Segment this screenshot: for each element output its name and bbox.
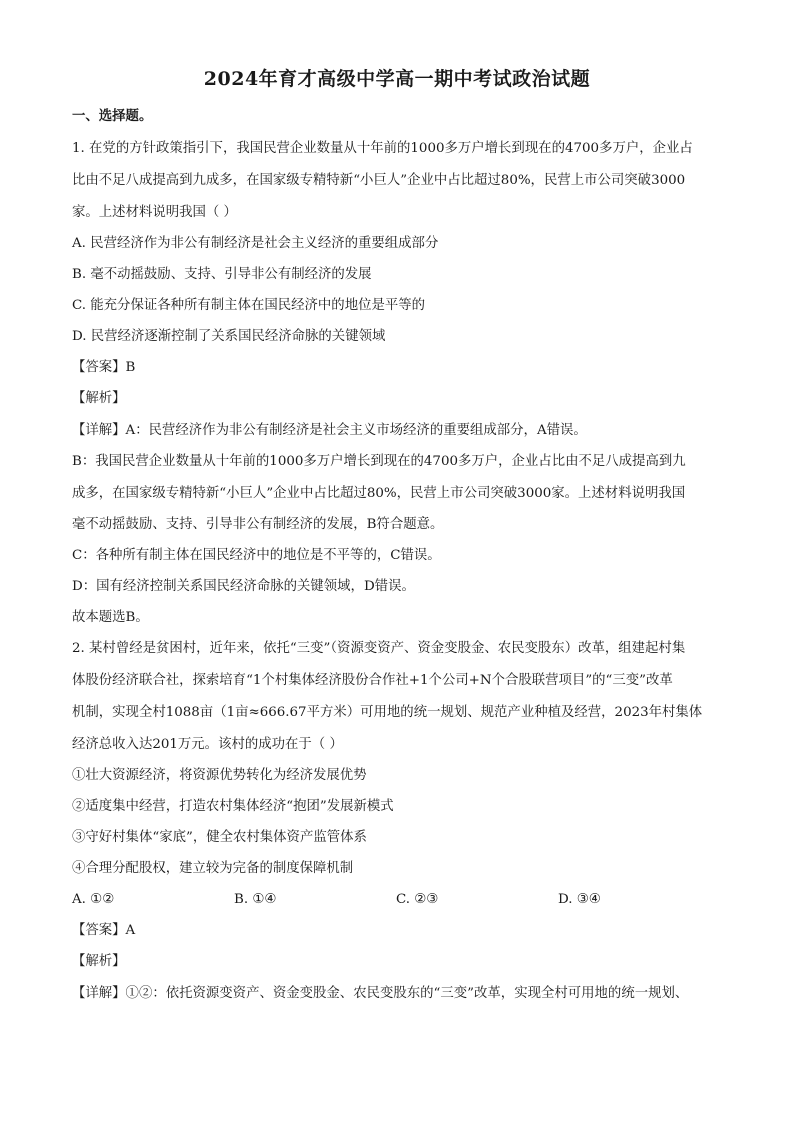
q1-option-b: B. 毫不动摇鼓励、支持、引导非公有制经济的发展 (72, 267, 372, 282)
q1-stem-line-2: 比由不足八成提高到九成多，在国家级专精特新“小巨人”企业中占比超过80%，民营上市公司突破3000 (72, 173, 686, 188)
q1-option-c: C. 能充分保证各种所有制主体在国民经济中的地位是平等的 (72, 298, 426, 313)
q1-option-d: D. 民营经济逐渐控制了关系国民经济命脉的关键领域 (72, 329, 386, 344)
q2-item-4: ④合理分配股权，建立较为完备的制度保障机制 (72, 861, 354, 876)
q2-stem-line-2: 体股份经济联合社，探索培育“1个村集体经济股份合作社+1个公司+N个合股联营项目”的“三变”改革 (72, 673, 673, 688)
section-heading: 一、选择题。 (72, 108, 153, 124)
q1-detail-line-1: 【详解】A：民营经济作为非公有制经济是社会主义市场经济的重要组成部分，A错误。 (72, 423, 587, 438)
q2-stem-line-4: 经济总收入达201万元。该村的成功在于（ ） (72, 737, 343, 752)
q1-option-a: A. 民营经济作为非公有制经济是社会主义经济的重要组成部分 (72, 236, 439, 251)
q1-detail-line-6: D：国有经济控制关系国民经济命脉的关键领域，D错误。 (72, 579, 415, 594)
q1-detail-line-3: 成多，在国家级专精特新“小巨人”企业中占比超过80%，民营上市公司突破3000家。上述材料说明我国 (72, 486, 686, 501)
q2-option-d: D. ③④ (558, 892, 601, 907)
q1-conclusion: 故本题选B。 (72, 610, 149, 625)
q1-answer: 【答案】B (72, 360, 136, 375)
q2-analysis-label: 【解析】 (72, 954, 126, 969)
q2-option-b: B. ①④ (234, 892, 277, 907)
q1-detail-line-4: 毫不动摇鼓励、支持、引导非公有制经济的发展，B符合题意。 (72, 517, 444, 532)
q2-item-2: ②适度集中经营，打造农村集体经济“抱团”发展新模式 (72, 799, 394, 814)
q1-stem-line-1: 1. 在党的方针政策指引下，我国民营企业数量从十年前的1000多万户增长到现在的4700多万户，企业占 (72, 141, 693, 156)
q1-detail-line-5: C：各种所有制主体在国民经济中的地位是不平等的，C错误。 (72, 548, 441, 563)
q2-item-1: ①壮大资源经济，将资源优势转化为经济发展优势 (72, 768, 367, 783)
q2-option-a: A. ①② (72, 892, 115, 907)
q2-item-3: ③守好村集体“家底”，健全农村集体资产监管体系 (72, 830, 367, 845)
q2-options-row (72, 890, 732, 910)
q2-stem-line-3: 机制，实现全村1088亩（1亩≈666.67平方米）可用地的统一规划、规范产业种植及经营，2023年村集体 (72, 705, 703, 720)
q1-detail-line-2: B：我国民营企业数量从十年前的1000多万户增长到现在的4700多万户，企业占比由不足八成提高到九 (72, 454, 686, 469)
q2-answer: 【答案】A (72, 923, 136, 938)
q1-analysis-label: 【解析】 (72, 391, 126, 406)
q2-detail-line-1: 【详解】①②：依托资源变资产、资金变股金、农民变股东的“三变”改革，实现全村可用地的统一规划、 (72, 986, 689, 1001)
q1-stem-line-3: 家。上述材料说明我国（ ） (72, 205, 237, 220)
q2-option-c: C. ②③ (396, 892, 439, 907)
page-title: 2024年育才高级中学高一期中考试政治试题 (203, 68, 591, 90)
q2-stem-line-1: 2. 某村曾经是贫困村，近年来，依托“三变”（资源变资产、资金变股金、农民变股东）改革，组建起村集 (72, 641, 686, 656)
